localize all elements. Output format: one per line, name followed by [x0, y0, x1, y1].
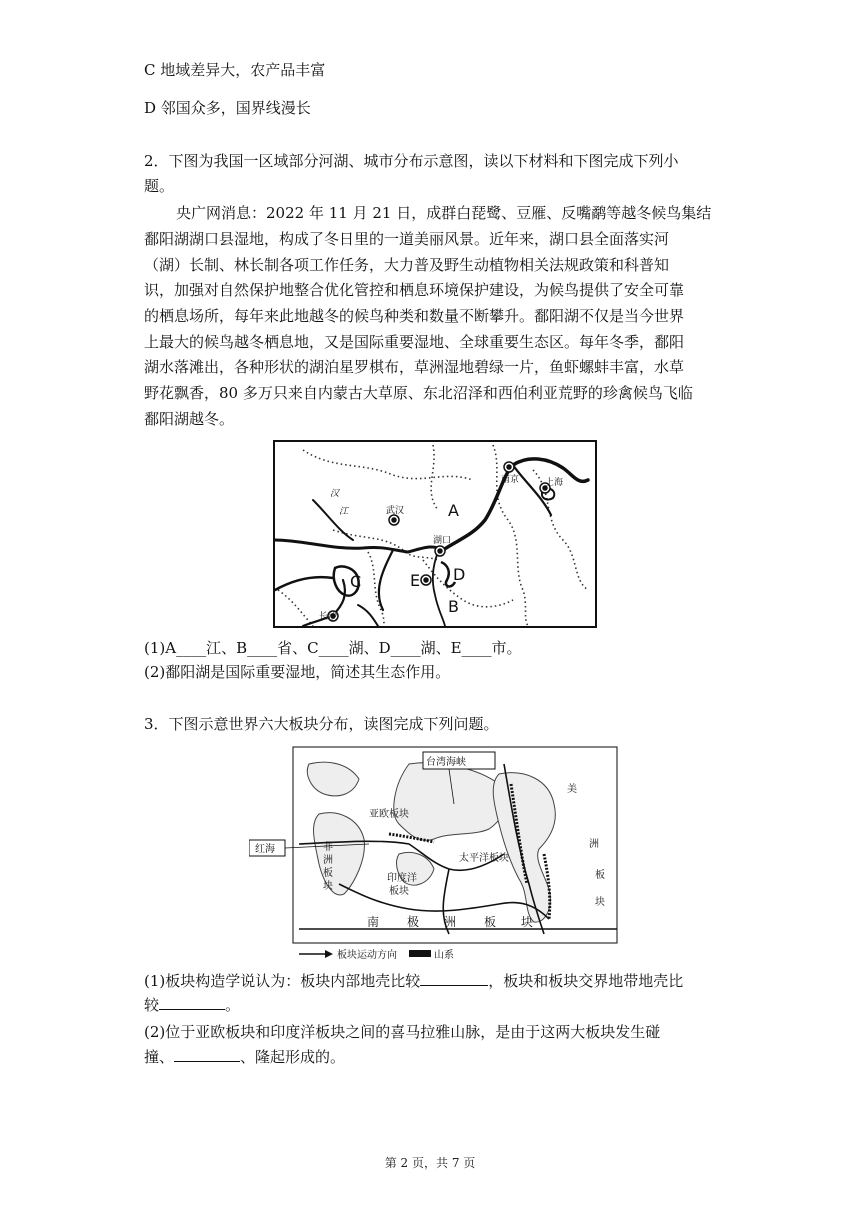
label-antarctic-1: 南 [367, 915, 380, 929]
label-antarctic-2: 极 [407, 915, 420, 929]
material-line: 的栖息场所，每年来此地越冬的候鸟种类和数量不断攀升。鄱阳湖不仅是当今世界 [144, 307, 685, 325]
q2-region-map [273, 440, 597, 628]
label-changsha: 长沙 [319, 612, 338, 622]
q3-sub1-text-c: 较 [144, 996, 160, 1014]
option-d: D 邻国众多，国界线漫长 [144, 99, 311, 117]
q3-plates-map [249, 744, 621, 962]
q3-sub1-text-b: ，板块和板块交界地带地壳比 [488, 972, 684, 990]
material-line: 识，加强对自然保护地整合优化管控和栖息环境保护建设，为候鸟提供了安全可靠 [144, 281, 685, 299]
material-line: 鄱阳湖湖口县湿地，构成了冬日里的一道美丽风景。近年来，湖口县全面落实河 [144, 230, 670, 248]
q3-sub2-text-a: 撞、 [144, 1048, 175, 1066]
q3-sub1-text-a: (1)板块构造学说认为：板块内部地壳比较 [144, 972, 421, 990]
letter-b: B [448, 597, 459, 616]
label-jiang: 江 [339, 507, 349, 517]
answer-blank-2[interactable] [159, 995, 225, 1010]
label-african-3: 板 [323, 868, 333, 879]
answer-blank-3[interactable] [174, 1047, 240, 1062]
label-eurasian-plate: 亚欧板块 [369, 809, 409, 820]
label-antarctic-5: 块 [521, 915, 534, 929]
legend-mountain: 山系 [434, 950, 454, 961]
q3-sub2-line2 [144, 1047, 345, 1067]
material-line: 野花飘香，80 多万只来自内蒙古大草原、东北沼泽和西伯利亚荒野的珍禽候鸟飞临 [144, 384, 693, 402]
label-african-4: 块 [323, 881, 333, 892]
label-american-4: 块 [595, 897, 605, 908]
label-shanghai: 上海 [545, 478, 564, 488]
label-pacific-plate: 太平洋板块 [459, 853, 509, 864]
q3-sub1-line1 [144, 971, 683, 991]
label-wuhan: 武汉 [386, 506, 405, 516]
label-american-2: 洲 [589, 839, 599, 850]
label-indian-ocean-2: 板块 [389, 886, 409, 897]
letter-e: E [410, 571, 421, 590]
q2-stem-line2: 题。 [144, 177, 175, 195]
material-line: 上最大的候鸟越冬栖息地，又是国际重要湿地、全球重要生态区。每年冬季，鄱阳 [144, 333, 685, 351]
label-indian-ocean-1: 印度洋 [387, 873, 417, 884]
label-hukou: 湖口 [433, 536, 452, 546]
q3-sub2-text-b: 、隆起形成的。 [240, 1048, 346, 1066]
q2-sub1: (1)A____江、B____省、C____湖、D____湖、E____市。 [144, 639, 522, 657]
letter-d: D [453, 565, 466, 584]
label-taiwan-strait: 台湾海峡 [426, 757, 466, 768]
material-line: 鄱阳湖越冬。 [144, 410, 235, 428]
label-nanjing: 南京 [501, 475, 520, 485]
label-african-1: 非 [323, 842, 333, 853]
material-line: 央广网消息：2022 年 11 月 21 日，成群白琵鹭、豆雁、反嘴鹬等越冬候鸟集结 [176, 204, 712, 222]
q3-sub2-line1: (2)位于亚欧板块和印度洋板块之间的喜马拉雅山脉，是由于这两大板块发生碰 [144, 1023, 661, 1041]
material-line: （湖）长制、林长制各项工作任务，大力普及野生动植物相关法规政策和科普知 [144, 256, 670, 274]
label-african-2: 洲 [323, 855, 333, 866]
label-red-sea: 红海 [255, 844, 275, 855]
label-american-3: 板 [595, 870, 605, 881]
answer-blank-1[interactable] [420, 971, 488, 986]
material-line: 湖水落滩出，各种形状的湖泊星罗棋布，草洲湿地碧绿一片，鱼虾螺蚌丰富，水草 [144, 358, 685, 376]
label-american-1: 美 [567, 784, 577, 795]
label-antarctic-4: 板 [484, 915, 497, 929]
q3-sub1-line2 [144, 995, 240, 1015]
page-footer: 第 2 页，共 7 页 [384, 1156, 476, 1170]
letter-a: A [448, 501, 459, 520]
q2-stem-line1: 2．下图为我国一区域部分河湖、城市分布示意图，读以下材料和下图完成下列小 [144, 152, 679, 170]
letter-c: C [350, 572, 362, 591]
option-c: C 地域差异大，农产品丰富 [144, 61, 326, 79]
legend-motion: 板块运动方向 [337, 950, 397, 961]
q2-sub2: (2)鄱阳湖是国际重要湿地，简述其生态作用。 [144, 663, 451, 681]
label-han: 汉 [330, 489, 340, 499]
q3-sub1-text-d: 。 [225, 996, 241, 1014]
label-antarctic-3: 洲 [444, 915, 457, 929]
q3-stem: 3．下图示意世界六大板块分布，读图完成下列问题。 [144, 715, 499, 733]
